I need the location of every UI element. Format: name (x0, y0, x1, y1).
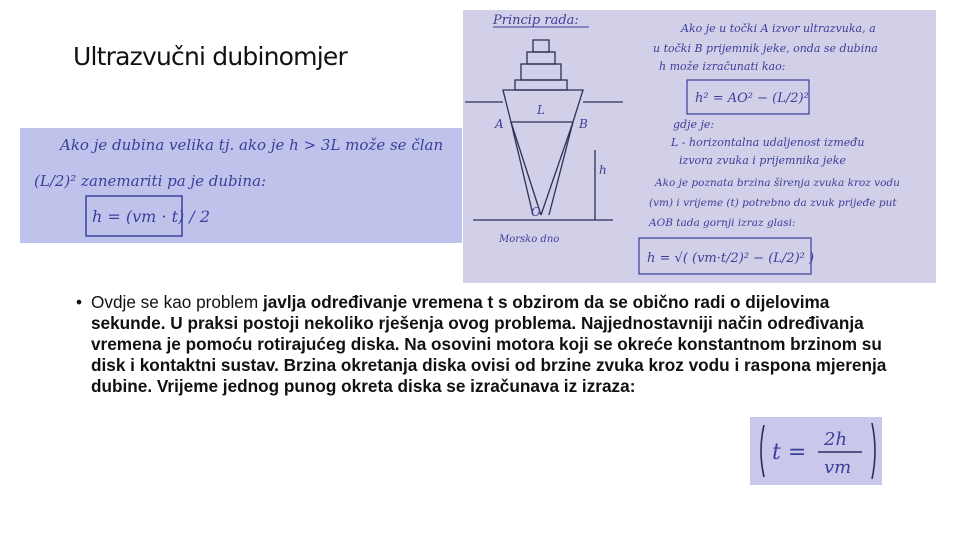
handwritten-depth-formula-photo (20, 128, 462, 243)
formula2: h = √( (vm·t/2)² − (L/2)² ) (647, 251, 815, 266)
handwritten-time-formula-image (750, 417, 882, 485)
bullet-symbol: • (76, 292, 83, 312)
handwritten-depth-formula-image (20, 128, 462, 243)
bullet-lead: Ovdje se kao problem (91, 292, 259, 312)
label-h: h (599, 163, 607, 177)
handwritten-time-formula-photo (750, 417, 882, 485)
left-photo-line2: (L/2)² zanemariti pa je dubina: (34, 172, 267, 190)
note-line6: izvora zvuka i prijemnika jeke (679, 154, 846, 167)
handwritten-principle-photo (463, 10, 936, 283)
formula-denominator: vm (824, 457, 852, 478)
bullet-paragraph (76, 292, 896, 397)
left-photo-line1: Ako je dubina velika tj. ako je h > 3L može se član (60, 136, 444, 154)
note-line3: h može izračunati kao: (659, 60, 786, 73)
formula-numerator: 2h (824, 429, 848, 450)
formula-t: t = (772, 440, 807, 465)
note-line4: gdje je: (673, 118, 715, 131)
principle-header: Princip rada: (493, 13, 579, 28)
slide-title: Ultrazvučni dubinomjer (73, 42, 347, 71)
note-line9: AOB tada gornji izraz glasi: (649, 217, 796, 229)
note-line5: L - horizontalna udaljenost između (671, 136, 865, 149)
label-l: L (537, 103, 545, 117)
note-line1: Ako je u točki A izvor ultrazvuka, a (681, 22, 876, 35)
note-line2: u točki B prijemnik jeke, onda se dubina (653, 42, 878, 55)
label-b: B (579, 117, 588, 131)
bullet-text (76, 292, 896, 397)
left-photo-formula: h = (vm · t) / 2 (92, 207, 211, 226)
note-line8: (vm) i vrijeme (t) potrebno da zvuk prijeđe put (649, 197, 897, 209)
handwritten-principle-image (463, 10, 936, 283)
bullet-rest: javlja određivanje vremena t s obzirom da se obično radi o dijelovima sekunde. U praksi postoji nekoliko rješenja ovog problema. Najjednostavniji način određivanja vremena je pomoću rotirajućeg diska. Na osovini motora koji se okreće konstantnom brzinom su disk i kontaktni sustav. Brzina okretanja diska ovisi od brzine zvuka kroz vodu i raspona mjerenja dubine. Vrijeme jednog punog okreta diska se izračunava iz izraza: (91, 292, 887, 396)
label-o: O (531, 205, 541, 219)
note-line7: Ako je poznata brzina širenja zvuka kroz vodu (655, 177, 900, 189)
label-seabed: Morsko dno (499, 234, 560, 245)
formula1: h² = AO² − (L/2)² (695, 91, 809, 106)
label-a: A (495, 117, 504, 131)
